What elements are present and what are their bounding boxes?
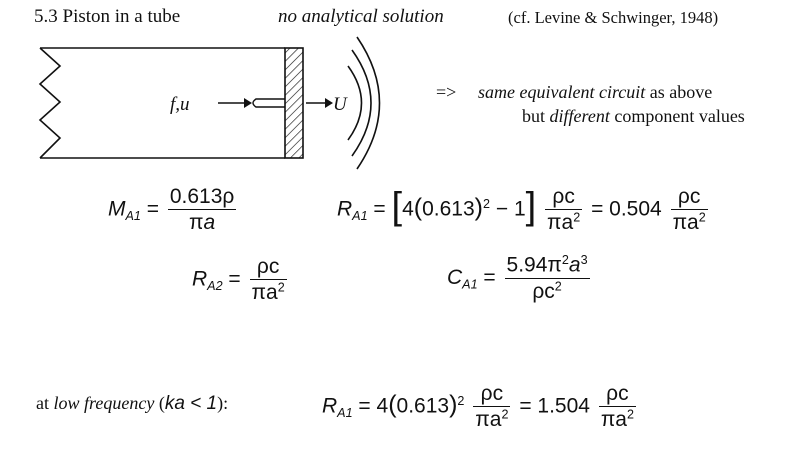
piston-rod [253, 99, 285, 107]
force-velocity-label: f,u [170, 94, 190, 115]
section-title: 5.3 Piston in a tube [34, 6, 181, 27]
section-subtitle: no analytical solution [278, 6, 444, 27]
equation-low-frequency-ra1: $R_{A1} = 4(0.613)^2$ $\frac{\rho c}{\pi a^2}$ = 1.504 $\frac{\rho c}{\pi a^2}$ [322, 382, 634, 432]
reference-citation: (cf. Levine & Schwinger, 1948) [508, 8, 719, 27]
tube-zigzag-end [40, 48, 60, 158]
piston-plate [285, 48, 303, 158]
note-line-1: same equivalent circuit as above [478, 82, 713, 102]
implies-arrow: => [436, 82, 457, 102]
equation-resistance-ra1: $R_{A1} = [4(0.613)^2 - 1]$ $\frac{\rho c}{\pi a^2}$ = 0.504 $\frac{\rho c}{\pi a^2}$ [337, 185, 706, 235]
piston-tube-diagram [30, 36, 390, 171]
equation-compliance-ca1: $C_{A1}$ = $\frac{5.94\pi^2a^3}{\rho c^2}$ [447, 253, 588, 303]
piston-diagram-svg [30, 36, 390, 171]
equation-mass-ma1: $M_{A1}$ = $\frac{0.613\rho}{\pi a}$ [108, 185, 235, 235]
equation-resistance-ra2: $R_{A2}$ = $\frac{\rho c}{\pi a^2}$ [192, 255, 285, 305]
low-frequency-label: at low frequency (ka < 1): [36, 393, 229, 414]
note-line-2: but different component values [522, 106, 745, 126]
volume-velocity-label: U [333, 94, 347, 115]
